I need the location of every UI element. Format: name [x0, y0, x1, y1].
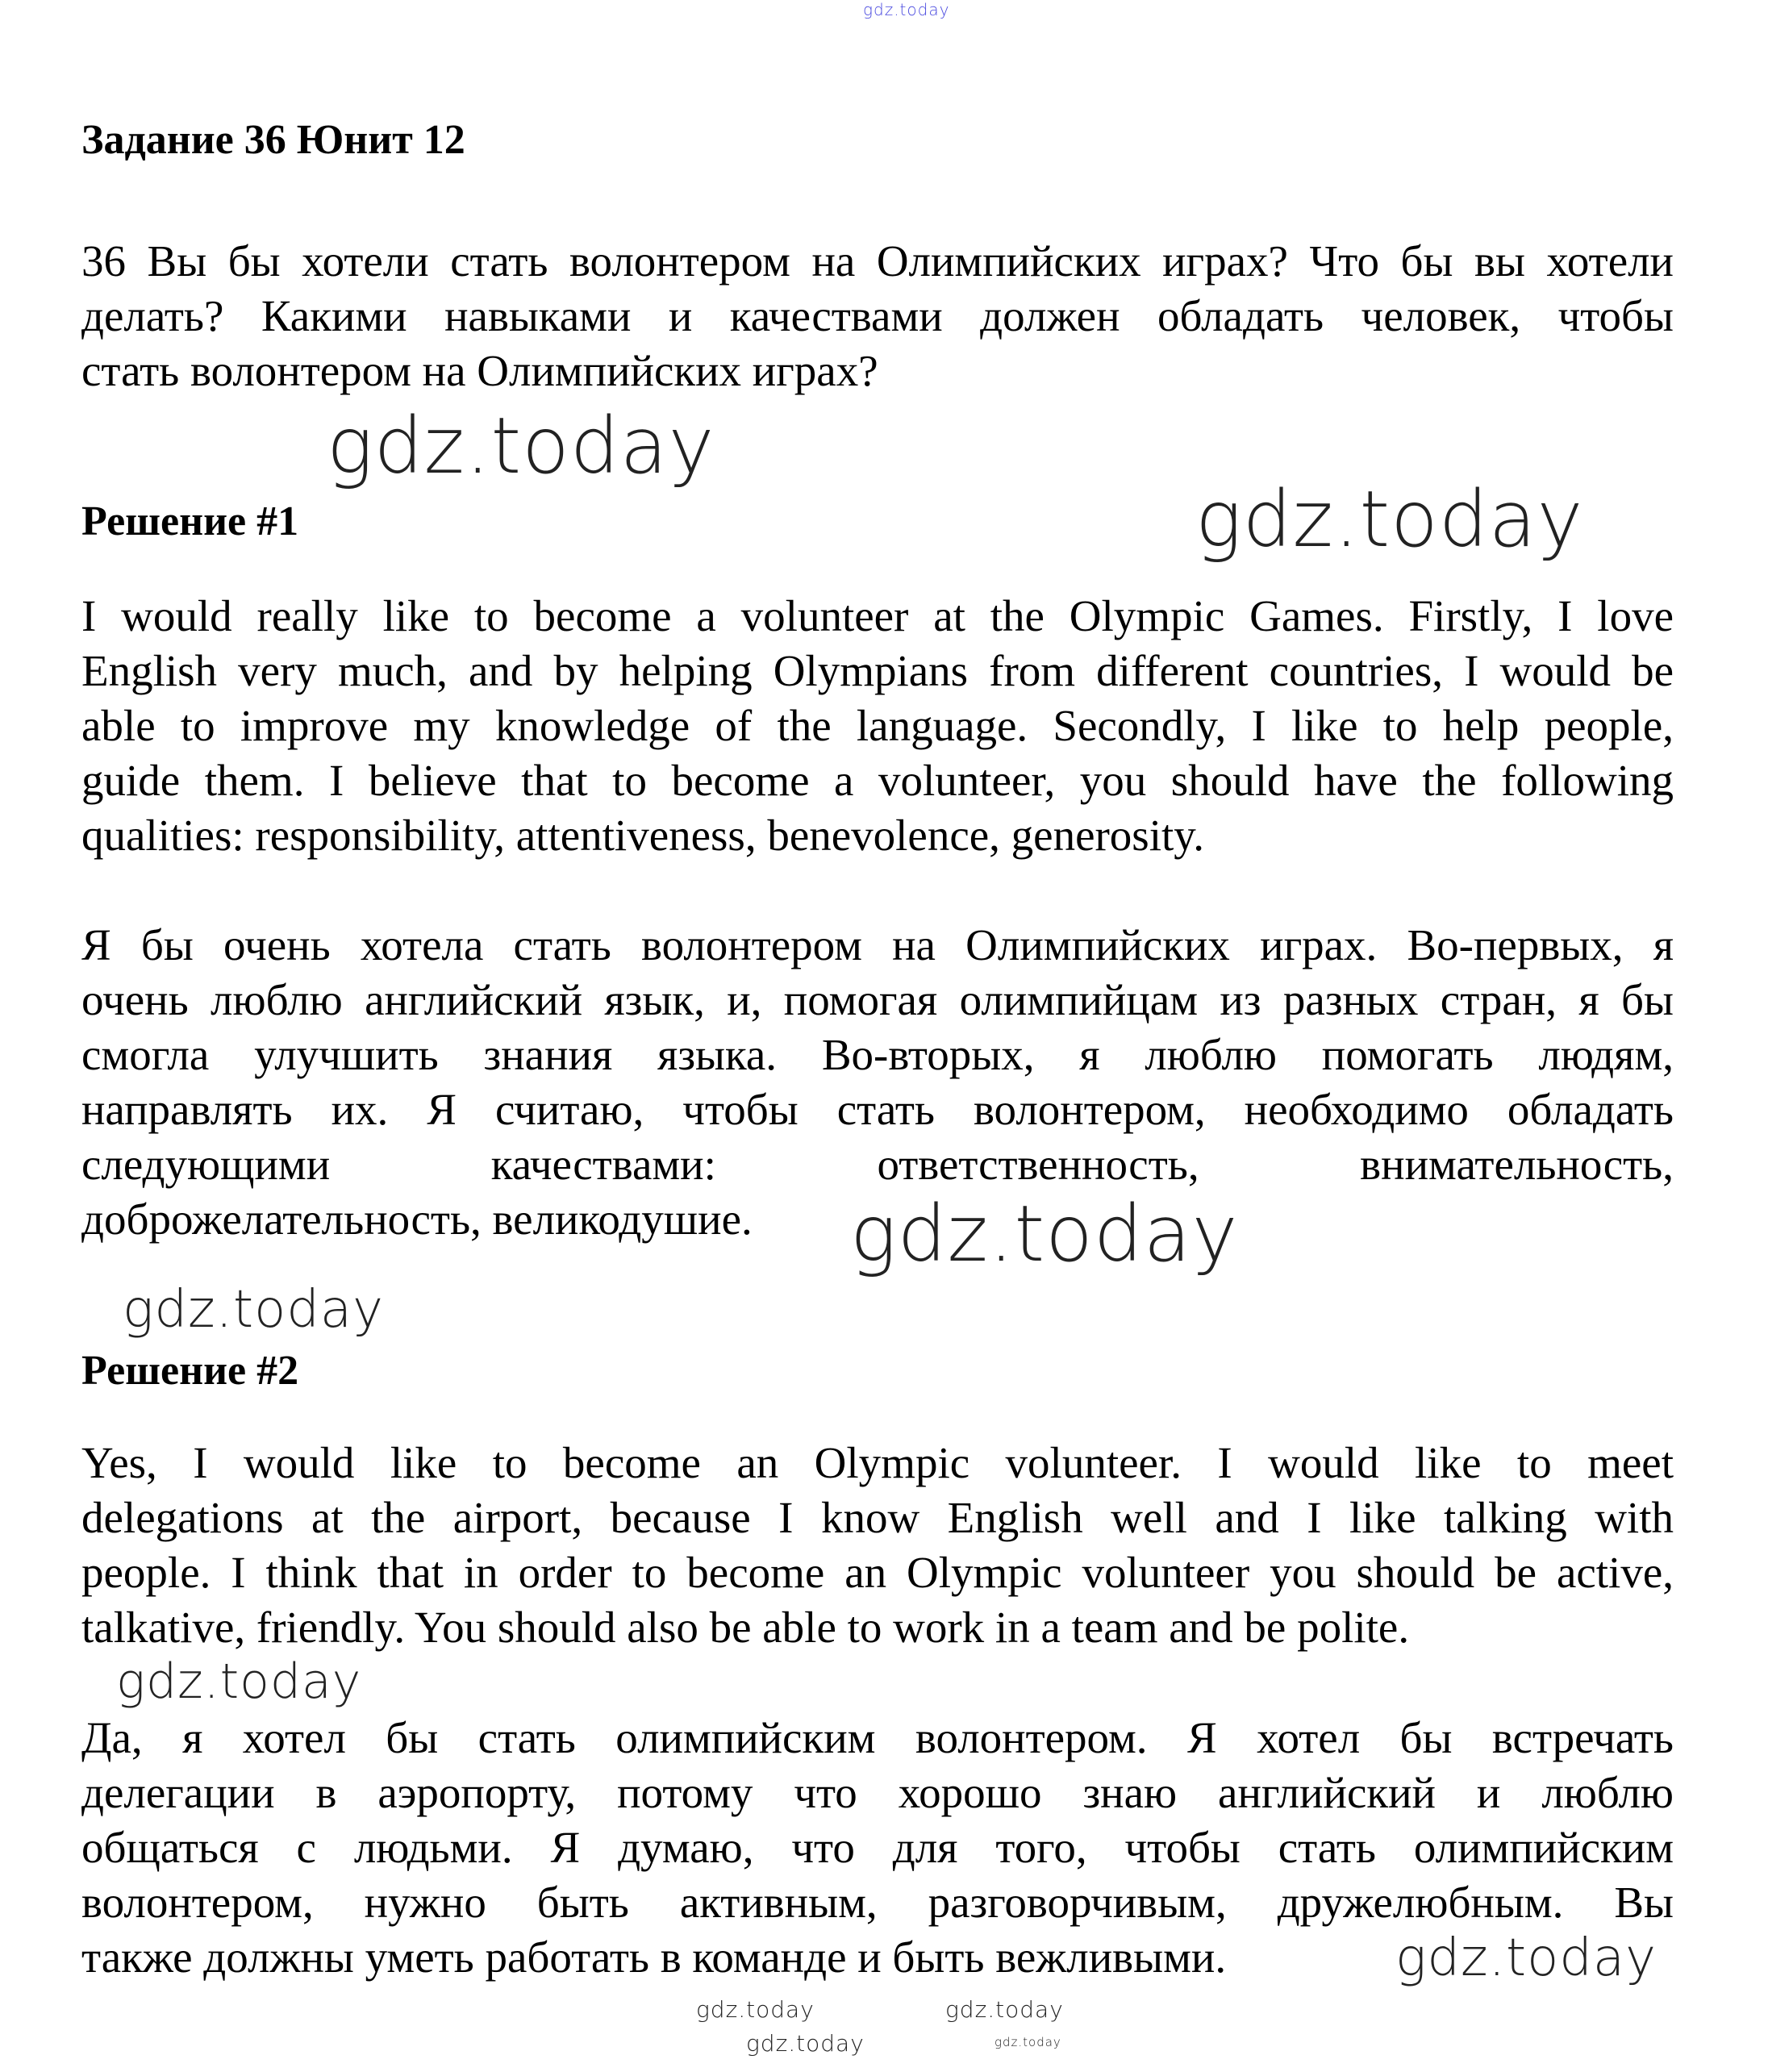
- text-line: общаться с людьми. Я думаю, что для того, чтобы стать олимпийским: [81, 1823, 1674, 1872]
- watermark: gdz.today: [746, 2030, 865, 2057]
- text-line: qualities: responsibility, attentiveness, benevolence, generosity.: [81, 811, 1204, 860]
- solution1-heading: Решение #1: [81, 498, 299, 544]
- watermark: gdz.today: [1195, 474, 1584, 565]
- text-line: делегации в аэропорту, потому что хорошо знаю английский и люблю: [81, 1768, 1674, 1817]
- text-line: направлять их. Я считаю, чтобы стать волонтером, необходимо обладать: [81, 1085, 1674, 1134]
- question: [81, 234, 1674, 398]
- text-line: волонтером, нужно быть активным, разговорчивым, дружелюбным. Вы: [81, 1878, 1674, 1927]
- text-line: доброжелательность, великодушие.: [81, 1194, 753, 1244]
- text-line: Я бы очень хотела стать волонтером на Олимпийских играх. Во-первых, я: [81, 920, 1674, 969]
- text-line: English very much, and by helping Olympians from different countries, I would be: [81, 646, 1674, 695]
- text-line: также должны уметь работать в команде и быть вежливыми.: [81, 1932, 1227, 1982]
- solution1-english: [81, 589, 1674, 863]
- text-line: talkative, friendly. You should also be able to work in a team and be polite.: [81, 1603, 1410, 1652]
- watermark: gdz.today: [116, 1653, 362, 1710]
- question-line: 36 Вы бы хотели стать волонтером на Олимпийских играх? Что бы вы хотели: [81, 236, 1674, 286]
- watermark: gdz.today: [994, 2035, 1061, 2049]
- top-watermark: gdz.today: [863, 0, 950, 19]
- text-line: people. I think that in order to become an Olympic volunteer you should be active,: [81, 1548, 1674, 1597]
- solution2-english: [81, 1436, 1674, 1655]
- text-line: Yes, I would like to become an Olympic volunteer. I would like to meet: [81, 1438, 1674, 1487]
- question-line: делать? Какими навыками и качествами должен обладать человек, чтобы: [81, 291, 1674, 340]
- text-line: I would really like to become a volunteer at the Olympic Games. Firstly, I love: [81, 591, 1674, 640]
- text-line: очень люблю английский язык, и, помогая олимпийцам из разных стран, я бы: [81, 975, 1674, 1024]
- watermark: gdz.today: [850, 1189, 1239, 1279]
- question-line: стать волонтером на Олимпийских играх?: [81, 346, 878, 395]
- text-line: следующими качествами: ответственность, внимательность,: [81, 1140, 1674, 1189]
- text-line: смогла улучшить знания языка. Во-вторых, я люблю помогать людям,: [81, 1030, 1674, 1079]
- watermark: gdz.today: [945, 1996, 1064, 2023]
- watermark: gdz.today: [327, 401, 715, 491]
- text-line: delegations at the airport, because I know English well and I like talking with: [81, 1493, 1674, 1542]
- watermark: gdz.today: [696, 1996, 815, 2023]
- page-title: Задание 36 Юнит 12: [81, 117, 465, 163]
- watermark: gdz.today: [123, 1280, 384, 1340]
- text-line: able to improve my knowledge of the language. Secondly, I like to help people,: [81, 701, 1674, 750]
- solution2-heading: Решение #2: [81, 1348, 299, 1394]
- watermark: gdz.today: [1395, 1928, 1657, 1988]
- text-line: guide them. I believe that to become a volunteer, you should have the following: [81, 756, 1674, 805]
- text-line: Да, я хотел бы стать олимпийским волонтером. Я хотел бы встречать: [81, 1713, 1674, 1762]
